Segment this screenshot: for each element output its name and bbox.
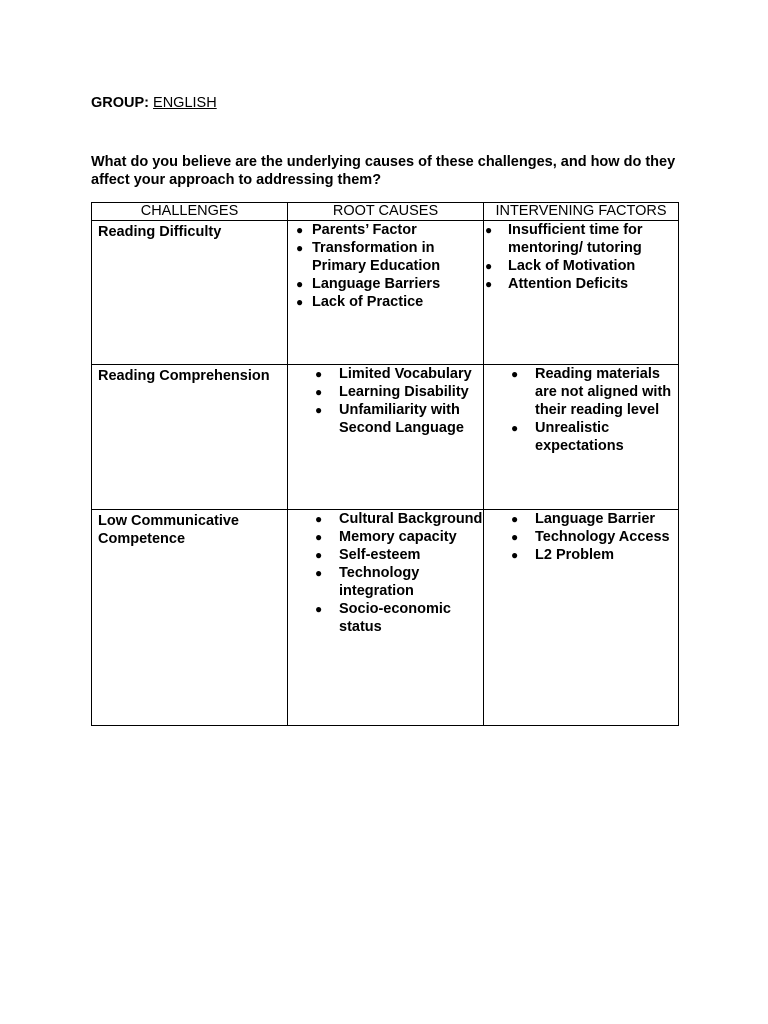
column-header-intervening-factors: INTERVENING FACTORS	[484, 203, 679, 221]
bullet-icon: ●	[511, 530, 519, 544]
list-item: ● Attention Deficits	[485, 276, 629, 292]
intervening-factors-cell	[484, 365, 679, 510]
challenge-cell: Reading Comprehension	[92, 365, 288, 510]
question-text: What do you believe are the underlying causes of these challenges, and how do they affect your approach to addressing them?	[91, 154, 676, 188]
list-item: ● Unfamiliarity with Second Language	[315, 402, 464, 436]
list-item: ● Language Barrier	[511, 511, 656, 527]
list-item: ● Cultural Background	[315, 511, 483, 527]
list-item: ● Memory capacity	[315, 529, 457, 545]
challenge-cell: Low Communicative Competence	[92, 510, 288, 726]
intervening-factors-list	[484, 510, 678, 564]
challenges-table	[91, 202, 679, 726]
column-header-root-causes: ROOT CAUSES	[288, 203, 484, 221]
group-label: GROUP:	[91, 95, 149, 111]
list-item: ● Technology integration	[315, 565, 420, 599]
list-item: ● Limited Vocabulary	[315, 366, 472, 382]
bullet-icon: ●	[296, 295, 304, 309]
list-item: ● Learning Disability	[315, 384, 469, 400]
bullet-icon: ●	[315, 548, 323, 562]
bullet-icon: ●	[511, 367, 519, 381]
table-header-row	[92, 203, 679, 221]
bullet-icon: ●	[485, 277, 493, 291]
intervening-factors-list	[484, 221, 678, 293]
intervening-factors-cell	[484, 510, 679, 726]
list-item: ● Unrealistic expectations	[511, 420, 624, 454]
table-row	[92, 365, 679, 510]
bullet-icon: ●	[485, 223, 493, 237]
list-item: ● Technology Access	[511, 529, 670, 545]
intervening-factors-cell	[484, 221, 679, 365]
list-item: ● Language Barriers	[296, 276, 441, 292]
bullet-icon: ●	[315, 530, 323, 544]
root-causes-cell	[288, 510, 484, 726]
list-item: ● Lack of Practice	[296, 294, 424, 310]
list-item: ● Reading materials are not aligned with their reading level	[511, 366, 672, 418]
root-causes-cell	[288, 221, 484, 365]
table-row	[92, 221, 679, 365]
table-row	[92, 510, 679, 726]
bullet-icon: ●	[296, 277, 304, 291]
group-heading	[91, 94, 217, 112]
list-item: ● Parents’ Factor	[296, 222, 417, 238]
bullet-icon: ●	[315, 566, 323, 580]
bullet-icon: ●	[315, 367, 323, 381]
root-causes-list	[288, 365, 483, 437]
bullet-icon: ●	[485, 259, 493, 273]
bullet-icon: ●	[315, 385, 323, 399]
bullet-icon: ●	[315, 512, 323, 526]
group-value: ENGLISH	[153, 95, 217, 111]
column-header-challenges: CHALLENGES	[92, 203, 288, 221]
list-item: ● Insufficient time for mentoring/ tutoring	[485, 222, 643, 256]
list-item: ● Socio-economic status	[315, 601, 451, 635]
bullet-icon: ●	[511, 512, 519, 526]
list-item: ● Transformation in Primary Education	[296, 240, 441, 274]
bullet-icon: ●	[511, 421, 519, 435]
bullet-icon: ●	[296, 241, 304, 255]
root-causes-list	[288, 510, 483, 636]
root-causes-list	[288, 221, 483, 311]
list-item: ● Self-esteem	[315, 547, 421, 563]
list-item: ● Lack of Motivation	[485, 258, 636, 274]
challenge-cell: Reading Difficulty	[92, 221, 288, 365]
bullet-icon: ●	[315, 403, 323, 417]
bullet-icon: ●	[296, 223, 304, 237]
bullet-icon: ●	[511, 548, 519, 562]
bullet-icon: ●	[315, 602, 323, 616]
list-item: ● L2 Problem	[511, 547, 614, 563]
root-causes-cell	[288, 365, 484, 510]
intervening-factors-list	[484, 365, 678, 455]
